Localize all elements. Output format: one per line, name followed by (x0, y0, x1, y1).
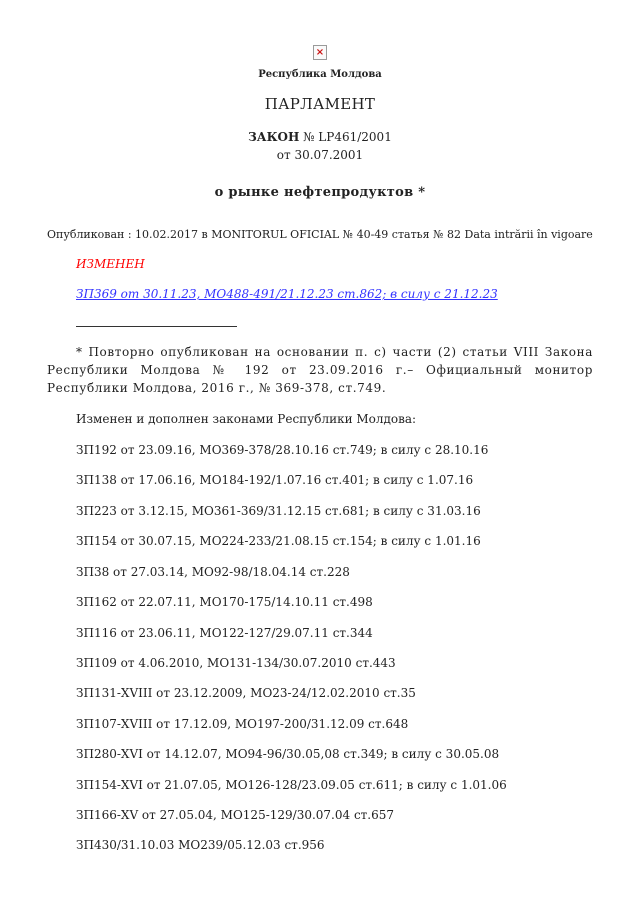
amendment-item: ЗП166-XV от 27.05.04, МО125-129/30.07.04 ст.657 (76, 808, 395, 822)
amendment-item: ЗП192 от 23.09.16, МО369-378/28.10.16 ст.749; в силу с 28.10.16 (76, 443, 489, 457)
parliament-heading: ПАРЛАМЕНТ (264, 95, 376, 113)
amendment-item: ЗП162 от 22.07.11, МО170-175/14.10.11 ст.498 (76, 595, 373, 609)
footnote-separator (76, 326, 237, 327)
law-number-line (0, 130, 640, 144)
republic-label: Республика Молдова (258, 69, 382, 80)
amendment-item: ЗП154-XVI от 21.07.05, МО126-128/23.09.05 ст.611; в силу с 1.01.06 (76, 778, 507, 792)
broken-image-icon: × (313, 45, 327, 60)
modification-link[interactable]: ЗП369 от 30.11.23, МО488-491/21.12.23 ст.862; в силу с 21.12.23 (76, 287, 498, 301)
amendment-item: ЗП109 от 4.06.2010, МО131-134/30.07.2010 ст.443 (76, 656, 396, 670)
amendment-item: ЗП154 от 30.07.15, МО224-233/21.08.15 ст.154; в силу с 1.01.16 (76, 534, 481, 548)
amendment-item: ЗП430/31.10.03 МО239/05.12.03 ст.956 (76, 838, 325, 852)
amendment-item: ЗП223 от 3.12.15, МО361-369/31.12.15 ст.681; в силу с 31.03.16 (76, 504, 481, 518)
amendment-item: ЗП280-XVI от 14.12.07, МО94-96/30.05,08 ст.349; в силу с 30.05.08 (76, 747, 500, 761)
amendment-item: ЗП107-XVIII от 17.12.09, МО197-200/31.12.09 ст.648 (76, 717, 409, 731)
amendments-label: Изменен и дополнен законами Республики Молдова: (76, 412, 417, 426)
amendment-item: ЗП116 от 23.06.11, МО122-127/29.07.11 ст.344 (76, 626, 373, 640)
amendment-item: ЗП38 от 27.03.14, МО92-98/18.04.14 ст.228 (76, 565, 350, 579)
law-title: о рынке нефтепродуктов * (214, 185, 426, 200)
law-date: от 30.07.2001 (276, 148, 364, 162)
publication-info: Опубликован : 10.02.2017 в MONITORUL OFICIAL № 40-49 статья № 82 Data intrării în vigoare (47, 228, 593, 241)
law-label: ЗАКОН (248, 130, 300, 144)
modified-status: ИЗМЕНЕН (76, 257, 145, 271)
republication-note: * Повторно опубликован на основании п. c) части (2) статьи VIII Закона Республики Молдова № 192 от 23.09.2016 г.– Официальный монитор Республики Молдова, 2016 г., № 369-378, ст.749. (47, 345, 593, 395)
law-number: № LP461/2001 (303, 130, 392, 144)
amendment-item: ЗП138 от 17.06.16, МО184-192/1.07.16 ст.401; в силу с 1.07.16 (76, 473, 474, 487)
amendment-item: ЗП131-XVIII от 23.12.2009, МО23-24/12.02.2010 ст.35 (76, 686, 416, 700)
